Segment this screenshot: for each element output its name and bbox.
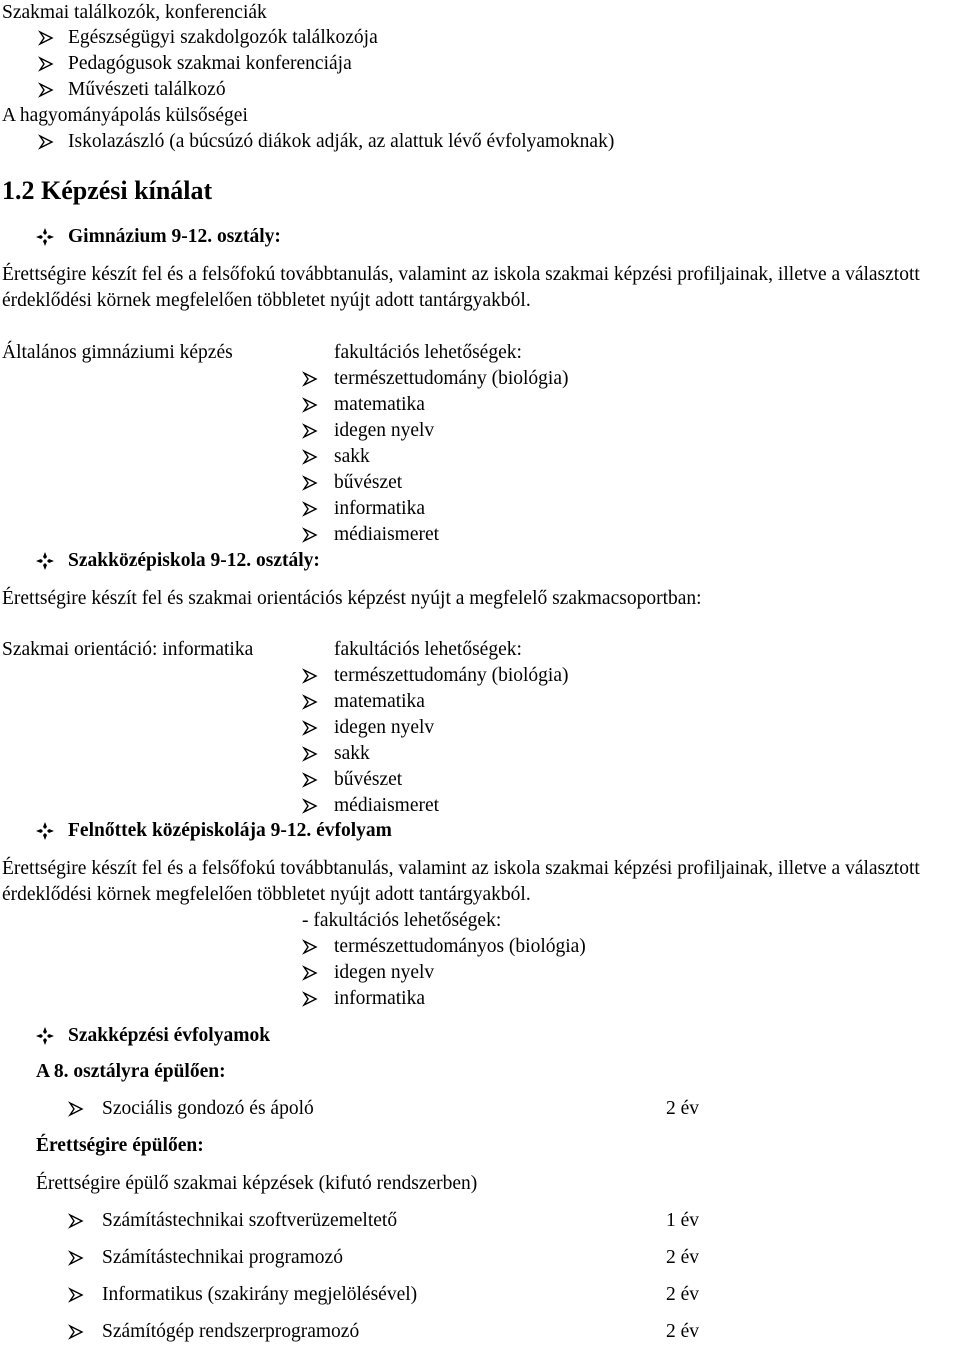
arrow-bullet-icon [302, 397, 318, 413]
arrow-bullet-icon [38, 82, 54, 98]
course-duration: 1 év [666, 1210, 700, 1231]
subheading-erettsegi: Érettségire épülően: [36, 1135, 204, 1156]
label-fakultacio: fakultációs lehetőségek: [334, 342, 522, 363]
paragraph-felnott: Érettségire készít fel és a felsőfokú továbbtanulás, valamint az iskola szakmai képzési profiljainak, illetve a választott érdeklődési körnek megfelelően többletet nyújt adott tantárgyakból. [2, 858, 920, 905]
arrow-bullet-icon [302, 423, 318, 439]
list-item: matematika [334, 394, 425, 415]
section-title-felnott: Felnőttek középiskolája 9-12. évfolyam [68, 820, 392, 841]
list-item: idegen nyelv [334, 717, 435, 738]
list-item: természettudomány (biológia) [334, 368, 569, 389]
subheading-8-osztaly: A 8. osztályra épülően: [36, 1061, 226, 1082]
arrow-bullet-icon [68, 1287, 84, 1303]
label-fakultacio: - fakultációs lehetőségek: [302, 910, 502, 931]
paragraph-gimnazium: Érettségire készít fel és a felsőfokú továbbtanulás, valamint az iskola szakmai képzési profiljainak, illetve a választott érdeklődési körnek megfelelően többletet nyújt adott tantárgyakból. [2, 264, 920, 311]
section-title-szakkozep: Szakközépiskola 9-12. osztály: [68, 550, 320, 571]
diamond-bullet-icon [36, 552, 54, 570]
course-name: Informatikus (szakirány megjelölésével) [102, 1284, 418, 1305]
arrow-bullet-icon [38, 134, 54, 150]
label-altalanos-gimnazium: Általános gimnáziumi képzés [2, 342, 233, 363]
arrow-bullet-icon [302, 475, 318, 491]
arrow-bullet-icon [302, 527, 318, 543]
list-item: Pedagógusok szakmai konferenciája [68, 53, 352, 74]
arrow-bullet-icon [302, 965, 318, 981]
course-duration: 2 év [666, 1321, 700, 1342]
arrow-bullet-icon [302, 991, 318, 1007]
arrow-bullet-icon [302, 694, 318, 710]
diamond-bullet-icon [36, 822, 54, 840]
arrow-bullet-icon [302, 798, 318, 814]
arrow-bullet-icon [302, 668, 318, 684]
label-fakultacio: fakultációs lehetőségek: [334, 639, 522, 660]
arrow-bullet-icon [68, 1324, 84, 1340]
list-item: informatika [334, 498, 425, 519]
course-duration: 2 év [666, 1098, 700, 1119]
list-item: médiaismeret [334, 795, 440, 816]
paragraph-szakkozep: Érettségire készít fel és szakmai orientációs képzést nyújt a megfelelő szakmacsoportban: [2, 588, 702, 609]
list-item: idegen nyelv [334, 962, 435, 983]
list-item: Egészségügyi szakdolgozók találkozója [68, 27, 378, 48]
section-title-szakkepzes: Szakképzési évfolyamok [68, 1025, 271, 1046]
arrow-bullet-icon [302, 501, 318, 517]
diamond-bullet-icon [36, 228, 54, 246]
arrow-bullet-icon [302, 371, 318, 387]
list-item: informatika [334, 988, 425, 1009]
arrow-bullet-icon [38, 30, 54, 46]
arrow-bullet-icon [68, 1250, 84, 1266]
list-item: természettudomány (biológia) [334, 665, 569, 686]
list-item: bűvészet [334, 472, 403, 493]
list-item: matematika [334, 691, 425, 712]
arrow-bullet-icon [38, 56, 54, 72]
arrow-bullet-icon [302, 772, 318, 788]
list-item: Művészeti találkozó [68, 79, 226, 100]
course-duration: 2 év [666, 1247, 700, 1268]
arrow-bullet-icon [302, 746, 318, 762]
list-item: idegen nyelv [334, 420, 435, 441]
list-item: bűvészet [334, 769, 403, 790]
arrow-bullet-icon [302, 939, 318, 955]
arrow-bullet-icon [302, 449, 318, 465]
course-name: Számítógép rendszerprogramozó [102, 1321, 360, 1342]
arrow-bullet-icon [302, 720, 318, 736]
list-item: Iskolazászló (a búcsúzó diákok adják, az alattuk lévő évfolyamoknak) [68, 131, 615, 152]
subtext-erettsegi: Érettségire épülő szakmai képzések (kifutó rendszerben) [36, 1173, 478, 1194]
label-szakmai-orientacio: Szakmai orientáció: informatika [2, 639, 254, 660]
list-item: médiaismeret [334, 524, 440, 545]
list-item: sakk [334, 743, 370, 764]
course-name: Számítástechnikai szoftverüzemeltető [102, 1210, 398, 1231]
list-item: természettudományos (biológia) [334, 936, 586, 957]
diamond-bullet-icon [36, 1027, 54, 1045]
arrow-bullet-icon [68, 1101, 84, 1117]
course-name: Számítástechnikai programozó [102, 1247, 343, 1268]
course-name: Szociális gondozó és ápoló [102, 1098, 314, 1119]
section-title-gimnazium: Gimnázium 9-12. osztály: [68, 226, 281, 247]
heading-hagyomanyapolas: A hagyományápolás külsőségei [2, 105, 248, 126]
course-duration: 2 év [666, 1284, 700, 1305]
heading-szakmai-talalkozok: Szakmai találkozók, konferenciák [2, 2, 267, 23]
chapter-title: 1.2 Képzési kínálat [2, 176, 213, 205]
list-item: sakk [334, 446, 370, 467]
arrow-bullet-icon [68, 1213, 84, 1229]
